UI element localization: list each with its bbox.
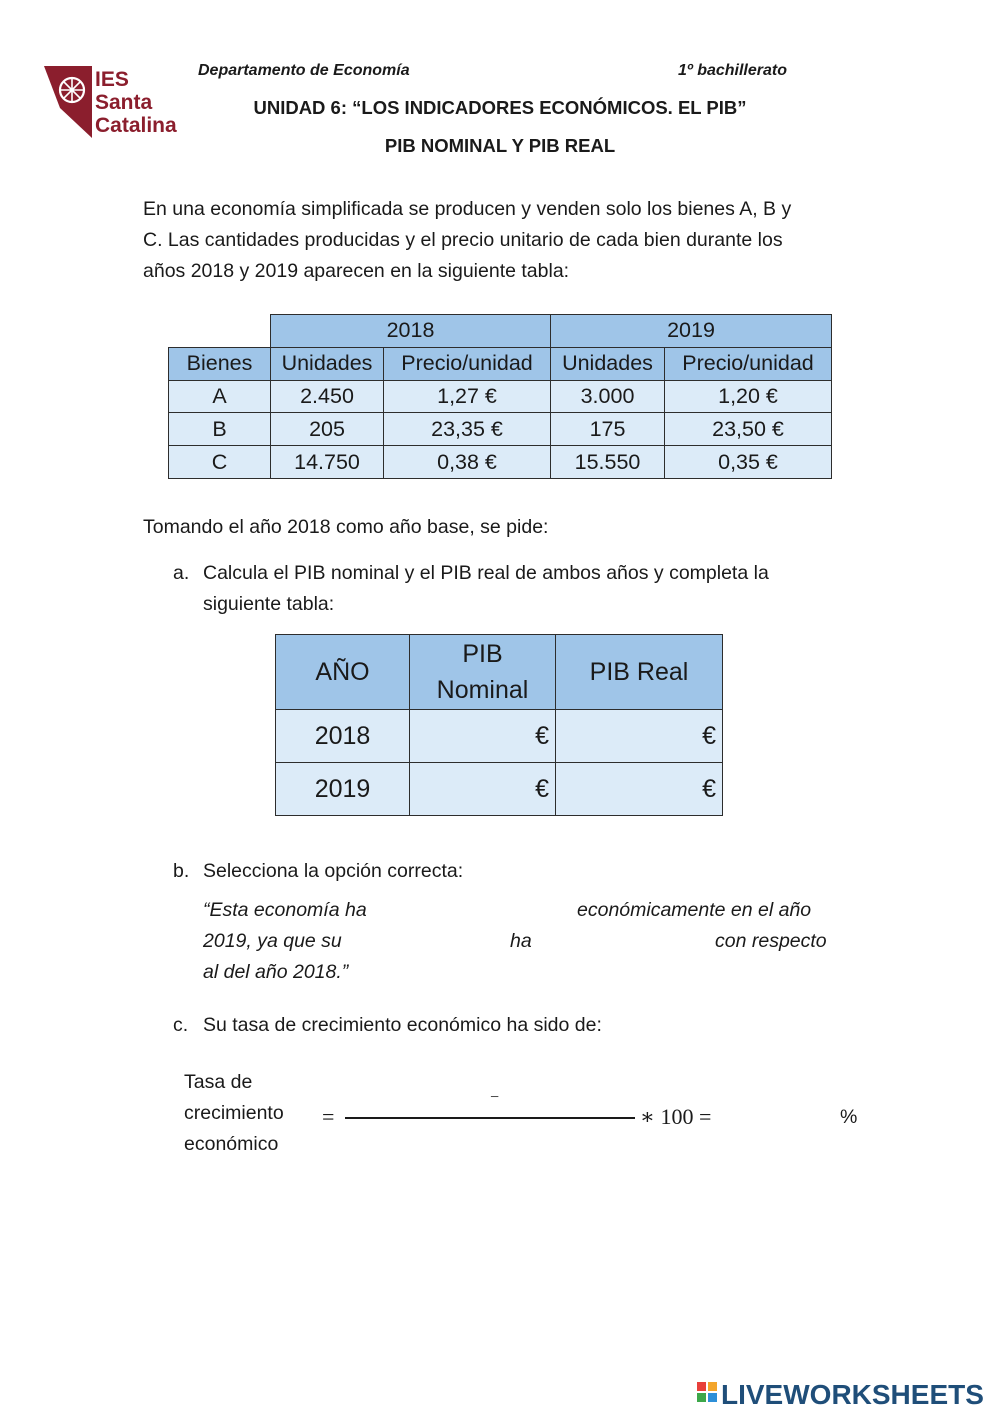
real-answer-field[interactable]: € [556,710,723,763]
table-row [169,380,832,413]
pib-header-row [276,635,723,710]
column-header: Unidades [551,347,665,380]
question-line: Calcula el PIB nominal y el PIB real de ambos años y completa la [203,562,769,584]
liveworksheets-watermark [697,1376,997,1410]
intro-line: años 2018 y 2019 aparecen en la siguiente tabla: [143,260,570,282]
table-cell: 0,38 € [384,446,551,479]
numerator-right-field[interactable] [510,1080,630,1110]
column-header: Precio/unidad [665,347,832,380]
goods-table [168,314,832,479]
year-header-row [169,315,832,348]
sentence-part: económicamente en el año [577,899,812,921]
page-subtitle: PIB NOMINAL Y PIB REAL [384,135,616,156]
table-cell: 1,27 € [384,380,551,413]
equals-sign: = [322,1104,335,1129]
sentence-part: ha [510,930,532,952]
year-cell: 2018 [276,710,410,763]
level-label: 1º bachillerato [678,62,787,79]
column-header: Bienes [169,347,271,380]
intro-paragraph [143,194,863,287]
real-answer-field[interactable]: € [556,763,723,816]
column-header-real: PIB Real [556,635,723,710]
table-cell: 2.450 [271,380,384,413]
sentence-part: 2019, ya que su [203,930,342,952]
year-cell: 2019 [276,763,410,816]
watermark-text: LIVEWORKSHEETS [721,1379,984,1410]
unit-title: UNIDAD 6: “LOS INDICADORES ECONÓMICOS. EL PIB” [253,97,747,118]
question-text [203,558,843,620]
table-cell: 175 [551,413,665,446]
table-cell: 1,20 € [665,380,832,413]
sentence-part: con respecto [715,930,827,952]
numerator-left-field[interactable] [350,1080,480,1110]
table-cell: 23,35 € [384,413,551,446]
percent-sign: % [840,1106,858,1128]
header-line: PIB [462,640,503,668]
nominal-answer-field[interactable]: € [410,763,556,816]
formula-label-line: crecimiento [184,1102,284,1124]
sentence-part: “Esta economía ha [203,899,367,921]
fraction-bar [345,1117,635,1119]
column-header: Precio/unidad [384,347,551,380]
intro-line: En una economía simplificada se producen y venden solo los bienes A, B y [143,198,792,220]
column-header-row [169,347,832,380]
table-cell: 15.550 [551,446,665,479]
formula-label-line: Tasa de [184,1071,253,1093]
nominal-answer-field[interactable]: € [410,710,556,763]
question-text: Su tasa de crecimiento económico ha sido de: [203,1014,602,1036]
table-row [276,710,723,763]
table-cell: 23,50 € [665,413,832,446]
table-cell: 0,35 € [665,446,832,479]
table-cell: 205 [271,413,384,446]
column-header-nominal [410,635,556,710]
question-c [173,1010,853,1042]
table-cell: B [169,413,271,446]
option-select-3[interactable] [540,927,708,955]
option-select-2[interactable] [360,927,502,955]
question-b [173,856,853,888]
question-letter: a. [173,562,190,584]
table-cell: 3.000 [551,380,665,413]
intro-line: C. Las cantidades producidas y el precio unitario de cada bien durante los [143,229,783,251]
result-field[interactable] [728,1102,828,1132]
table-row [276,763,723,816]
table-cell: C [169,446,271,479]
department-label: Departamento de Economía [198,62,410,79]
times-hundred: ∗ 100 = [640,1104,712,1129]
column-header-year: AÑO [276,635,410,710]
logo-line3: Catalina [95,114,177,137]
option-select-1[interactable] [390,896,568,924]
minus-sign: − [490,1089,500,1106]
year-header-2019: 2019 [551,315,832,348]
question-line: siguiente tabla: [203,593,335,615]
table-cell: 14.750 [271,446,384,479]
question-letter: b. [173,860,190,882]
logo-line2: Santa [95,91,153,114]
denominator-field[interactable] [420,1124,560,1154]
year-header-2018: 2018 [271,315,551,348]
table-row [169,446,832,479]
question-letter: c. [173,1014,189,1036]
blank-corner-cell [169,315,271,348]
table-cell: A [169,380,271,413]
logo-line1: IES [95,68,129,91]
base-year-text: Tomando el año 2018 como año base, se pide: [143,516,549,538]
question-a [173,558,853,628]
table-row [169,413,832,446]
column-header: Unidades [271,347,384,380]
question-text: Selecciona la opción correcta: [203,860,464,882]
liveworksheets-logo-icon [697,1382,717,1402]
formula-label-line: económico [184,1133,279,1155]
sentence-part: al del año 2018.” [203,961,349,983]
pib-table [275,634,723,816]
header-line: Nominal [436,676,529,704]
